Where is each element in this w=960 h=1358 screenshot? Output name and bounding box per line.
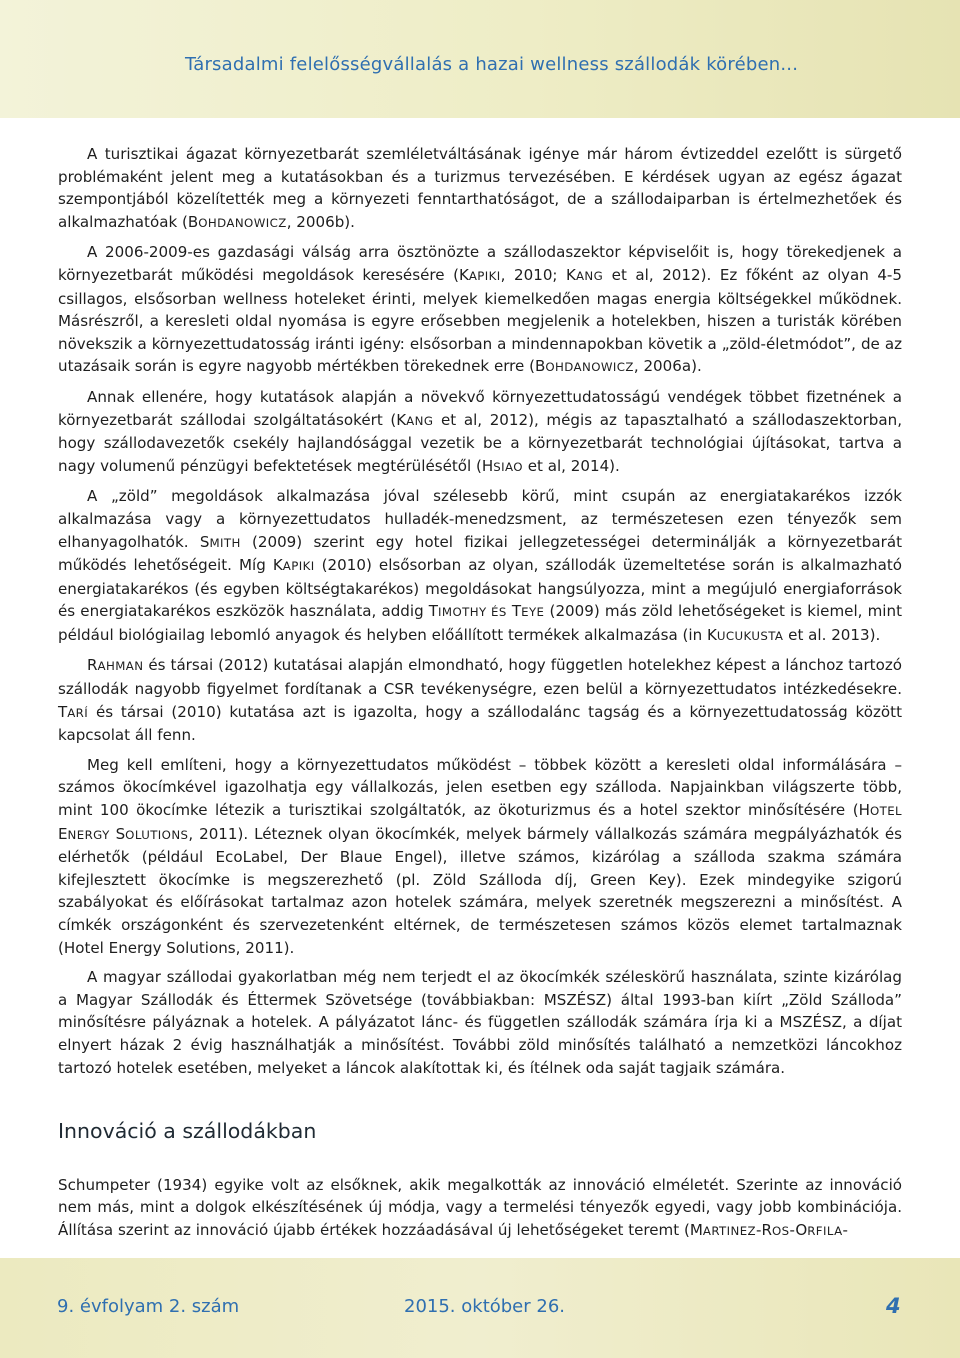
article-body [58, 143, 902, 1250]
paragraph [58, 143, 902, 234]
text-run: (2009) más zöld lehetőségeket is kiemel, mint például biológiailag lebomló anyagok és helyben előállított termékek alkalmazása (in K [58, 602, 902, 644]
text-run: -R [756, 1220, 772, 1239]
text-run: Meg kell említeni, hogy a környezettudatos működést – többek között a keresleti oldal informálására – számos ökocímkével igazolhatja egy vállalkozás, jelen esetben egy szálloda. Napjainkban világszerte több, mint 100 ökocímke létezik a turisztikai szolgáltatók, az ökoturizmus és a hotel szektor minősítésére (H [58, 755, 902, 820]
text-run: et al, 2014). [522, 456, 620, 475]
small-caps-author: ARÍ [67, 705, 89, 720]
text-run: , 2006b). [286, 212, 355, 231]
text-run: (2010) elsősorban az olyan, szállodák üzemeltetése során is alkalmazható energiatakarékos (és egyben költségtakarékos) megoldásokat hangsúlyozza, mint a megújuló energiaforrások és energiatakarékos eszközök használata, addig T [58, 556, 902, 621]
small-caps-author: AHMAN [97, 659, 144, 674]
text-run: et al, 2012), mégis az tapasztalható a szállodaszektorban, hogy szállodavezetők csekély hajlandósággal vezetik be a környezetbarát technológiai újításokat, tartva a nagy volumenű pénzügyi befektetések megtérülésétől (H [58, 410, 903, 475]
small-caps-author: OS [771, 1223, 790, 1238]
paragraph [58, 241, 902, 379]
section-heading: Innováció a szállodákban [58, 1119, 317, 1144]
small-caps-author: APIKI [282, 559, 315, 574]
text-run: et al, 2012). Ez főként az olyan 4-5 csillagos, elsősorban wellness hoteleket érinti, melyek kiemelkedően magas energia költségekkel működnek. Másrészről, a keresleti oldal nyomása is egyre erősebben megjelenik a hotelekben, hiszen a turisták körében növekszik a környezettudatosság iránti igény: elsősorban a mindennapokban követik a „zöld-életmódot”, de az utazásaik során is egyre nagyobb mértékben törekednek erre (B [58, 265, 902, 376]
text-run: Schumpeter (1934) egyike volt az elsőknek, akik megalkották az innováció elméletét. Szerinte az innováció nem más, mint a dolgok elkészítésének új módja, vagy a termelési tényezők egyedi, vagy jobb kombinációja. Állítása szerint az innováció újabb értékek hozzáadásával új lehetőségeket teremt (M [58, 1175, 902, 1239]
footer-issue: 9. évfolyam 2. szám [57, 1296, 240, 1317]
text-run: , 2010; K [500, 265, 576, 284]
small-caps-author: UCUKUSTA [716, 628, 784, 643]
text-run: A magyar szállodai gyakorlatban még nem terjedt el az ökocímkék széleskörű használata, szinte kizárólag a Magyar Szállodák és Éttermek Szövetsége (továbbiakban: MSZÉSZ) által 1993-ban kiírt „Zöld Szálloda” minősítésre pályáznak a hotelek. A pályázatot lánc- és független szállodák számára írja ki a MSZÉSZ, a díjat elnyert házak 2 évig használhatják a minősítést. További zöld minősítés található a nemzetközi láncokhoz tartozó hotelek esetében, melyeket a láncok alakítottak ki, és ítélnek oda saját tagjaik számára. [58, 968, 902, 1077]
text-run: Annak ellenére, hogy kutatások alapján a növekvő környezettudatosságú vendégek többet fizetnének a környezetbarát szállodai szolgáltatásokért (K [58, 387, 902, 429]
text-run: -O [789, 1220, 808, 1239]
text-run: és társai (2010) kutatása azt is igazolta, hogy a szállodalánc tagság és a környezettudatosság között kapcsolat áll fenn. [58, 702, 902, 745]
small-caps-author: OHDANOWICZ [545, 360, 634, 375]
small-caps-author: ANG [575, 268, 604, 283]
text-run: E [58, 824, 68, 843]
paragraph [58, 485, 902, 647]
text-run: S [109, 824, 126, 843]
text-run: et al. 2013). [783, 625, 881, 644]
paragraph [58, 754, 902, 959]
small-caps-author: RFILA [807, 1223, 843, 1238]
text-run: - [842, 1220, 848, 1239]
small-caps-author: OTEL [869, 804, 902, 819]
text-run: (2009) szerint egy hotel fizikai jellegzetességei determinálják a környezetbarát működés lehetőségeit. Míg K [58, 532, 902, 575]
small-caps-author: SIAO [493, 459, 523, 474]
text-run: A turisztikai ágazat környezetbarát szemléletváltásának igénye már három évtizeddel ezelőtt is sürgető problémaként jelent meg a kutatásokban és a turizmus tervezésében. E kérdések ugyan az egész ágazat szempontjából közelítették meg a környezeti fenntarthatóságot, de a szállodaiparban is értelmezhetőek és alkalmazhatóak (B [58, 145, 902, 231]
section-paragraph [58, 1174, 902, 1243]
text-run: , 2006a). [633, 357, 702, 376]
text-run: A 2006-2009-es gazdasági válság arra ösztönözte a szállodaszektor képviselőit is, hogy törekedjenek a környezetbarát működési megoldások keresésére (K [58, 243, 902, 284]
paragraph [58, 966, 902, 1079]
small-caps-author: EYE [521, 605, 545, 620]
page-number: 4 [886, 1294, 901, 1318]
text-run: , 2011). Léteznek olyan ökocímkék, melyek bármely vállalkozás számára megpályázhatók és elérhetők (például EcoLabel, Der Blaue Engel), illetve számos, kizárólag a szálloda szakma számára kifejlesztett ökocímke is megszerezhető (pl. Zöld Szálloda díj, Green Key). Ezek mindegyike szigorú szabályokat és előírásokat tartalmaz azon hotelek számára, melyek szeretnék megszerezni a minősítést. A címkék országonként és szervezetenként eltérnek, de természetesen számos közös elemet tartalmaznak (Hotel Energy Solutions, 2011). [58, 824, 902, 957]
small-caps-author: NERGY [67, 827, 110, 842]
small-caps-author: MITH [209, 535, 241, 550]
footer-date: 2015. október 26. [404, 1296, 566, 1317]
small-caps-author: ANG [406, 413, 434, 428]
small-caps-author: APIKI [468, 268, 501, 283]
text-run: R [87, 656, 98, 675]
small-caps-author: IMOTHY ÉS [438, 605, 507, 620]
small-caps-author: OLUTIONS [125, 827, 189, 842]
paragraph [58, 654, 902, 746]
paragraph [58, 386, 902, 478]
text-run: A „zöld” megoldások alkalmazása jóval szélesebb körű, mint csupán az energiatakarékos izzók alkalmazása vagy a környezettudatos hulladék-menedzsment, az természetesen ezen tényezők sem elhanyagolhatók. S [58, 487, 902, 551]
running-title: Társadalmi felelősségvállalás a hazai wellness szállodák körében... [185, 54, 799, 75]
small-caps-author: OHDANOWICZ [198, 215, 287, 230]
text-run: és társai (2012) kutatásai alapján elmondható, hogy független hotelekhez képest a lánchoz tartozó szállodák nagyobb figyelmet fordítanak a CSR tevékenységre, ezen belül a környezettudatos intézkedésekre. T [58, 656, 902, 721]
text-run: T [506, 602, 522, 621]
small-caps-author: ARTINEZ [702, 1223, 757, 1238]
